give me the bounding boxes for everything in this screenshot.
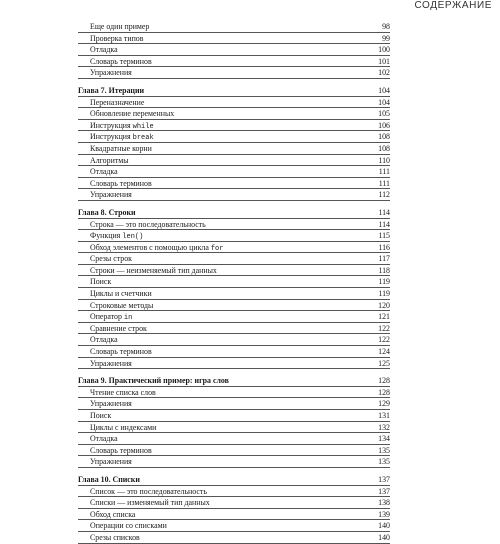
label-text: Глава 7. Итерации — [78, 85, 145, 95]
label-text: Срезы списков — [90, 532, 140, 542]
toc-entry-row — [78, 486, 390, 498]
entry-label — [90, 520, 167, 532]
entry-label — [90, 276, 111, 288]
toc-entry-row — [78, 497, 390, 509]
entry-label — [90, 422, 156, 434]
toc-chapter-row — [78, 474, 390, 486]
page-number: 135 — [378, 445, 390, 455]
entry-label — [90, 265, 217, 277]
toc-entry-row — [78, 433, 390, 445]
entry-label — [90, 334, 118, 346]
label-text: Словарь терминов — [90, 56, 152, 66]
page-number: 119 — [378, 289, 390, 299]
label-text: Поиск — [90, 411, 112, 420]
running-head: СОДЕРЖАНИЕ — [414, 0, 492, 11]
page-number: 114 — [378, 207, 390, 217]
page-number: 122 — [378, 335, 390, 345]
label-text: Упражнения — [90, 358, 132, 368]
label-text: Строки — неизменяемый тип данных — [90, 265, 217, 275]
toc-entry-row — [78, 131, 390, 143]
toc-entry-row — [78, 166, 390, 178]
toc-entry-row — [78, 456, 390, 468]
entry-label — [90, 155, 129, 167]
label-text: Словарь терминов — [90, 178, 152, 188]
entry-label — [90, 486, 207, 498]
toc-entry-row — [78, 358, 390, 370]
toc-entry-row — [78, 155, 390, 167]
chapter-title — [78, 207, 136, 219]
toc-entry-row — [78, 520, 390, 532]
toc-entry-row — [78, 178, 390, 190]
code-keyword: len() — [122, 233, 144, 242]
toc-chapter-row — [78, 375, 390, 387]
label-text: Циклы с индексами — [90, 422, 157, 432]
label-text: Упражнения — [90, 190, 132, 200]
label-text: Упражнения — [90, 399, 132, 409]
entry-label — [90, 178, 152, 190]
toc-entry-row — [78, 143, 390, 155]
entry-label — [90, 398, 132, 410]
label-text: Обход элементов с помощью цикла — [90, 242, 211, 252]
page-number: 137 — [378, 474, 390, 484]
label-text: Еще один пример — [90, 22, 150, 31]
toc-entry-row — [78, 398, 390, 410]
page-number: 120 — [378, 300, 390, 310]
label-text: Списки — изменяемый тип данных — [90, 498, 210, 508]
label-text: Проверка типов — [90, 33, 144, 43]
code-keyword: for — [210, 244, 224, 253]
toc-entry-row — [78, 21, 390, 33]
label-text: Переназначение — [90, 97, 145, 107]
toc-entry-row — [78, 509, 390, 521]
page-number: 135 — [378, 457, 390, 467]
entry-label — [90, 288, 152, 300]
page-number: 104 — [378, 85, 390, 95]
toc-entry-row — [78, 532, 390, 544]
label-text: Список — это последовательность — [90, 486, 207, 496]
entry-label — [90, 509, 135, 521]
toc-entry-row — [78, 56, 390, 68]
entry-label — [90, 300, 153, 312]
toc-entry-row — [78, 311, 390, 323]
toc-entry-row — [78, 445, 390, 457]
label-text: Глава 10. Списки — [78, 474, 140, 484]
page-number: 119 — [378, 277, 390, 287]
toc-entry-row — [78, 242, 390, 254]
entry-label — [90, 21, 149, 33]
page-number: 128 — [378, 376, 390, 386]
page-number: 137 — [378, 486, 390, 496]
label-text: Операции со списками — [90, 521, 167, 531]
page-number: 117 — [378, 254, 390, 264]
toc-entry-row — [78, 44, 390, 56]
label-text: Глава 9. Практический пример: игра слов — [78, 376, 229, 386]
label-text: Обновление переменных — [90, 109, 175, 119]
toc-entry-row — [78, 288, 390, 300]
entry-label — [90, 410, 111, 422]
label-text: Функция — [90, 231, 123, 241]
code-keyword: break — [132, 134, 154, 143]
entry-label — [90, 108, 174, 120]
label-text: Упражнения — [90, 457, 132, 467]
toc-entry-row — [78, 410, 390, 422]
entry-label — [90, 143, 152, 155]
toc-entry-row — [78, 219, 390, 231]
toc-entry-row — [78, 300, 390, 312]
label-text: Поиск — [90, 277, 112, 287]
page-number: 132 — [378, 422, 390, 432]
label-text: Строка — это последовательность — [90, 219, 206, 229]
toc-entry-row — [78, 387, 390, 399]
page-number: 108 — [378, 132, 390, 142]
toc-chapter-row — [78, 207, 390, 219]
page-number: 124 — [378, 347, 390, 357]
code-keyword: in — [123, 314, 133, 323]
chapter-title — [78, 375, 229, 387]
label-text: Чтение списка слов — [90, 387, 156, 397]
page-number: 102 — [378, 68, 390, 78]
label-text: Отладка — [90, 45, 118, 55]
entry-label — [90, 166, 118, 178]
page-number: 129 — [378, 399, 390, 409]
label-text: Квадратные корни — [90, 143, 152, 153]
chapter-title — [78, 474, 140, 486]
label-text: Отладка — [90, 167, 118, 177]
entry-label — [90, 97, 144, 109]
entry-label — [90, 445, 152, 457]
toc-entry-row — [78, 323, 390, 335]
toc-chapter-row — [78, 85, 390, 97]
toc-entry-row — [78, 334, 390, 346]
entry-label — [90, 67, 132, 79]
entry-label — [90, 253, 132, 265]
toc-entry-row — [78, 346, 390, 358]
entry-label — [90, 346, 152, 358]
chapter-title — [78, 85, 144, 97]
label-text: Инструкция — [90, 132, 133, 142]
label-text: Обход списка — [90, 509, 136, 519]
label-text: Отладка — [90, 335, 118, 345]
page-number: 110 — [378, 155, 390, 165]
page-number: 118 — [378, 265, 390, 275]
label-text: Алгоритмы — [90, 155, 129, 165]
page-number: 125 — [378, 358, 390, 368]
entry-label — [90, 456, 132, 468]
page-number: 100 — [378, 45, 390, 55]
page-number: 104 — [378, 97, 390, 107]
entry-label — [90, 189, 132, 201]
page-number: 140 — [378, 532, 390, 542]
page-number: 101 — [378, 56, 390, 66]
label-text: Упражнения — [90, 68, 132, 78]
page-number: 138 — [378, 498, 390, 508]
entry-label — [90, 323, 147, 335]
entry-label — [90, 358, 132, 370]
label-text: Циклы и счетчики — [90, 289, 152, 299]
toc-entry-row — [78, 120, 390, 132]
entry-label — [90, 33, 143, 45]
entry-label — [90, 219, 206, 231]
label-text: Инструкция — [90, 120, 133, 130]
table-of-contents — [78, 21, 390, 544]
page-number: 140 — [378, 521, 390, 531]
label-text: Отладка — [90, 434, 118, 444]
page-number: 99 — [382, 33, 390, 43]
page-number: 112 — [378, 190, 390, 200]
entry-label — [90, 387, 156, 399]
toc-entry-row — [78, 230, 390, 242]
toc-entry-row — [78, 422, 390, 434]
label-text: Оператор — [90, 312, 124, 322]
label-text: Словарь терминов — [90, 445, 152, 455]
entry-label — [90, 497, 210, 509]
page-number: 139 — [378, 509, 390, 519]
page-number: 114 — [378, 219, 390, 229]
entry-label — [90, 44, 118, 56]
toc-entry-row — [78, 108, 390, 120]
entry-label — [90, 532, 140, 544]
page-number: 121 — [378, 312, 390, 322]
entry-label — [90, 56, 152, 68]
entry-label — [90, 433, 118, 445]
page-number: 122 — [378, 323, 390, 333]
label-text: Срезы строк — [90, 254, 132, 264]
toc-entry-row — [78, 253, 390, 265]
label-text: Словарь терминов — [90, 347, 152, 357]
page-number: 106 — [378, 120, 390, 130]
toc-entry-row — [78, 276, 390, 288]
page-number: 131 — [378, 411, 390, 420]
label-text: Глава 8. Строки — [78, 207, 136, 217]
page-number: 111 — [378, 178, 390, 188]
page-number: 116 — [378, 242, 390, 252]
page-number: 105 — [378, 109, 390, 119]
toc-entry-row — [78, 265, 390, 277]
label-text: Строковые методы — [90, 300, 154, 310]
page-number: 134 — [378, 434, 390, 444]
page-number: 128 — [378, 387, 390, 397]
code-keyword: while — [132, 122, 154, 131]
toc-entry-row — [78, 97, 390, 109]
label-text: Сравнение строк — [90, 323, 147, 333]
page-number: 115 — [378, 231, 390, 241]
toc-entry-row — [78, 67, 390, 79]
page-number: 98 — [382, 22, 390, 31]
toc-entry-row — [78, 189, 390, 201]
page-number: 108 — [378, 143, 390, 153]
page-number: 111 — [378, 167, 390, 177]
toc-entry-row — [78, 33, 390, 45]
